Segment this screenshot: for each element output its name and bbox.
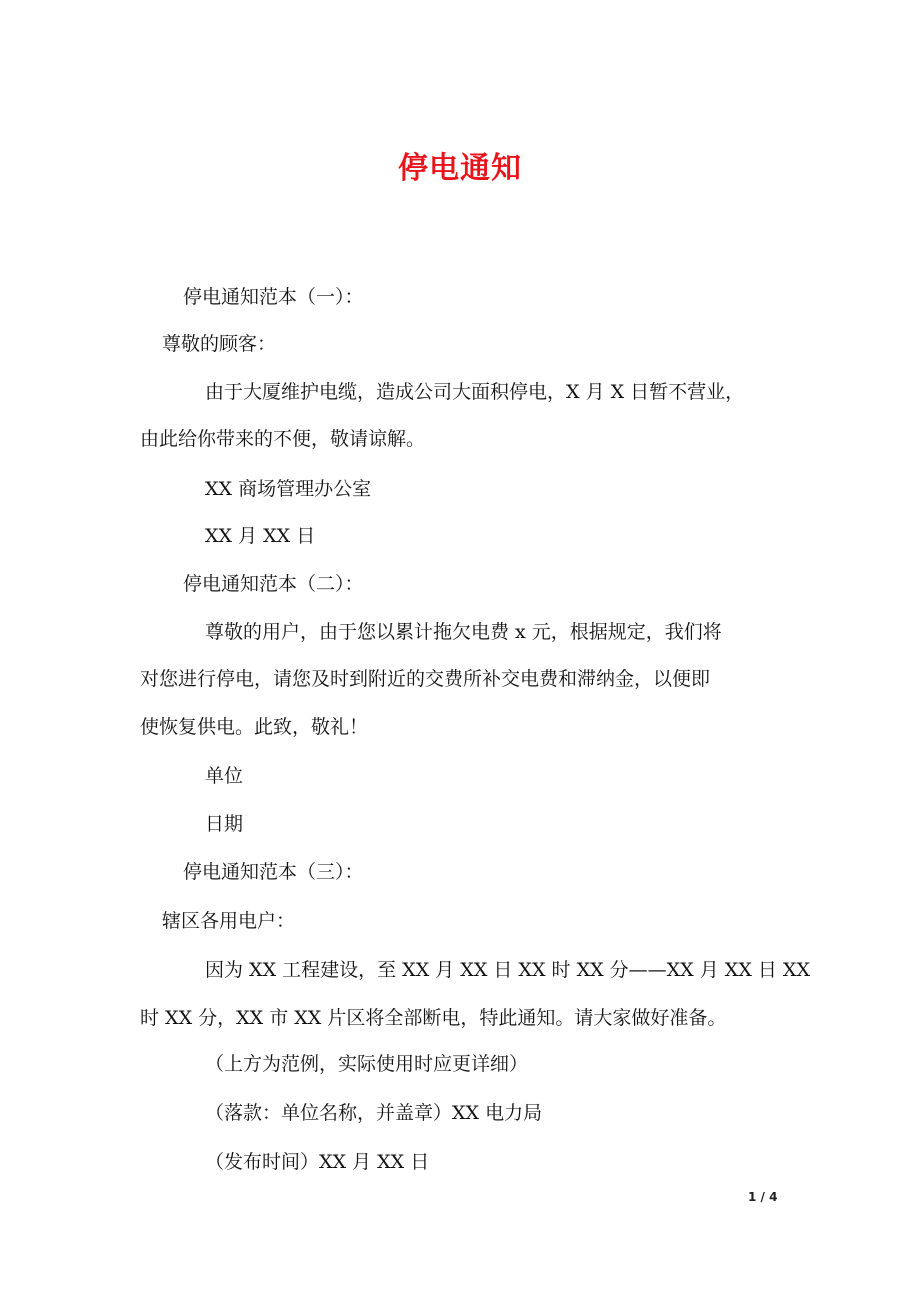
salutation-1: 尊敬的顾客： — [162, 333, 277, 355]
note-line: （上方为范例，实际使用时应更详细） — [205, 1053, 529, 1075]
section-heading-1: 停电通知范本（一）： — [183, 286, 364, 308]
date-line: 日期 — [205, 813, 244, 835]
paragraph-line: 尊敬的用户，由于您以累计拖欠电费 x 元，根据规定，我们将 — [205, 621, 722, 643]
document-title: 停电通知 — [398, 151, 522, 186]
section-heading-2: 停电通知范本（二）： — [183, 573, 364, 595]
signature-line: XX 商场管理办公室 — [205, 478, 372, 500]
paragraph-line: 由此给你带来的不便，敬请谅解。 — [140, 428, 426, 450]
section-heading-3: 停电通知范本（三）： — [183, 861, 364, 883]
salutation-3: 辖区各用电户： — [162, 910, 296, 932]
date-line: XX 月 XX 日 — [205, 525, 316, 547]
paragraph-line: 对您进行停电，请您及时到附近的交费所补交电费和滞纳金，以便即 — [140, 668, 711, 690]
signature-line: 单位 — [205, 765, 244, 787]
paragraph-line: 时 XX 分，XX 市 XX 片区将全部断电，特此通知。请大家做好准备。 — [140, 1007, 727, 1029]
date-line: （发布时间）XX 月 XX 日 — [205, 1151, 430, 1173]
paragraph-line: 因为 XX 工程建设，至 XX 月 XX 日 XX 时 XX 分——XX 月 XX 日 XX — [205, 959, 810, 981]
paragraph-line: 使恢复供电。此致，敬礼！ — [140, 716, 369, 738]
page-number: 1 / 4 — [748, 1190, 778, 1204]
paragraph-line: 由于大厦维护电缆，造成公司大面积停电，X 月 X 日暂不营业， — [205, 381, 745, 403]
signature-line: （落款：单位名称，并盖章）XX 电力局 — [205, 1102, 543, 1124]
